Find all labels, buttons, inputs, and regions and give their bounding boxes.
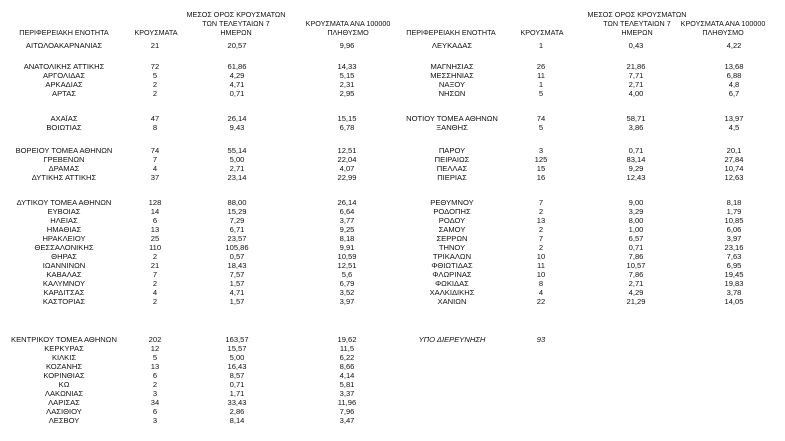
table-row xyxy=(0,407,785,416)
region-name: ΑΡΚΑΔΙΑΣ xyxy=(45,80,83,89)
per-capita-value: 6,78 xyxy=(339,123,355,132)
per-capita-value: 8,66 xyxy=(339,362,355,371)
region-name: ΑΧΑΪΑΣ xyxy=(50,114,78,123)
avg-value: 3,86 xyxy=(628,123,644,132)
per-capita-value: 14,33 xyxy=(337,62,357,71)
avg-value: 163,57 xyxy=(225,335,249,344)
region-name: ΝΟΤΙΟΥ ΤΟΜΕΑ ΑΘΗΝΩΝ xyxy=(406,114,498,123)
cases-value: 22 xyxy=(536,297,546,306)
right-header-region: ΠΕΡΙΦΕΡΕΙΑΚΗ ΕΝΟΤΗΤΑ xyxy=(406,28,496,37)
region-name: ΘΗΡΑΣ xyxy=(51,252,77,261)
region-name: ΜΕΣΣΗΝΙΑΣ xyxy=(430,71,474,80)
cases-value: 13 xyxy=(536,216,546,225)
cases-value: 4 xyxy=(152,288,158,297)
avg-value: 7,57 xyxy=(229,270,245,279)
per-capita-value: 10,74 xyxy=(724,164,744,173)
cases-value: 13 xyxy=(150,362,160,371)
avg-value: 1,57 xyxy=(229,279,245,288)
table-row xyxy=(0,362,785,371)
avg-value: 15,29 xyxy=(227,207,247,216)
region-name: ΜΑΓΝΗΣΙΑΣ xyxy=(430,62,474,71)
per-capita-value: 12,51 xyxy=(337,261,357,270)
region-name: ΗΜΑΘΙΑΣ xyxy=(46,225,82,234)
table-row xyxy=(0,155,785,164)
region-name: ΧΑΝΙΩΝ xyxy=(437,297,467,306)
region-name: ΦΛΩΡΙΝΑΣ xyxy=(432,270,472,279)
cases-value: 7 xyxy=(152,155,158,164)
avg-value: 8,14 xyxy=(229,416,245,425)
table-row xyxy=(0,198,785,207)
cases-value: 1 xyxy=(538,41,544,50)
avg-value: 9,43 xyxy=(229,123,245,132)
region-name: ΤΡΙΚΑΛΩΝ xyxy=(432,252,472,261)
region-name: ΡΟΔΟΠΗΣ xyxy=(433,207,471,216)
table-row xyxy=(0,234,785,243)
region-name: ΛΑΡΙΣΑΣ xyxy=(48,398,80,407)
table-row xyxy=(0,353,785,362)
region-name: ΡΟΔΟΥ xyxy=(438,216,466,225)
region-name: ΗΡΑΚΛΕΙΟΥ xyxy=(42,234,86,243)
per-capita-value: 6,22 xyxy=(339,353,355,362)
avg-value: 7,86 xyxy=(628,252,644,261)
table-row xyxy=(0,41,785,50)
per-capita-value: 26,14 xyxy=(337,198,357,207)
table-row xyxy=(0,344,785,353)
right-header-avg-1: ΜΕΣΟΣ ΟΡΟΣ ΚΡΟΥΣΜΑΤΩΝ xyxy=(587,10,687,19)
table-row xyxy=(0,389,785,398)
avg-value: 8,00 xyxy=(628,216,644,225)
per-capita-value: 4,8 xyxy=(728,80,740,89)
per-capita-value: 5,15 xyxy=(339,71,355,80)
avg-value: 61,86 xyxy=(227,62,247,71)
cases-value: 3 xyxy=(152,416,158,425)
per-capita-value: 20,1 xyxy=(726,146,742,155)
region-name: ΔΡΑΜΑΣ xyxy=(48,164,80,173)
avg-value: 4,29 xyxy=(628,288,644,297)
table-row xyxy=(0,371,785,380)
cases-value: 3 xyxy=(538,146,544,155)
avg-value: 7,71 xyxy=(628,71,644,80)
per-capita-value: 3,78 xyxy=(726,288,742,297)
per-capita-value: 6,06 xyxy=(726,225,742,234)
per-capita-value: 9,91 xyxy=(339,243,355,252)
cases-value: 2 xyxy=(152,252,158,261)
cases-value: 5 xyxy=(538,123,544,132)
avg-value: 2,71 xyxy=(628,80,644,89)
region-name: ΔΥΤΙΚΗΣ ΑΤΤΙΚΗΣ xyxy=(31,173,97,182)
cases-value: 7 xyxy=(152,270,158,279)
cases-value: 25 xyxy=(150,234,160,243)
right-header-cases: ΚΡΟΥΣΜΑΤΑ xyxy=(520,28,564,37)
investigation-cases: 93 xyxy=(536,335,546,344)
region-name: ΑΡΤΑΣ xyxy=(52,89,76,98)
per-capita-value: 12,51 xyxy=(337,146,357,155)
per-capita-value: 23,16 xyxy=(724,243,744,252)
table-row xyxy=(0,225,785,234)
table-row xyxy=(0,146,785,155)
table-row xyxy=(0,416,785,425)
cases-value: 34 xyxy=(150,398,160,407)
per-capita-value: 13,68 xyxy=(724,62,744,71)
per-capita-value: 9,25 xyxy=(339,225,355,234)
table-row xyxy=(0,123,785,132)
avg-value: 0,71 xyxy=(229,89,245,98)
avg-value: 4,71 xyxy=(229,80,245,89)
cases-value: 5 xyxy=(152,71,158,80)
cases-value: 15 xyxy=(536,164,546,173)
cases-value: 8 xyxy=(152,123,158,132)
avg-value: 0,57 xyxy=(229,252,245,261)
per-capita-value: 19,45 xyxy=(724,270,744,279)
region-name: ΑΙΤΩΛΟΑΚΑΡΝΑΝΙΑΣ xyxy=(25,41,103,50)
avg-value: 0,71 xyxy=(628,243,644,252)
region-name: ΚΙΛΚΙΣ xyxy=(51,353,77,362)
cases-value: 10 xyxy=(536,270,546,279)
avg-value: 10,57 xyxy=(626,261,646,270)
cases-value: 6 xyxy=(152,371,158,380)
avg-value: 0,71 xyxy=(229,380,245,389)
region-name: ΚΩ xyxy=(58,380,70,389)
cases-value: 3 xyxy=(152,389,158,398)
region-name: ΛΕΣΒΟΥ xyxy=(48,416,80,425)
per-capita-value: 15,15 xyxy=(337,114,357,123)
region-name: ΚΟΖΑΝΗΣ xyxy=(45,362,83,371)
cases-value: 13 xyxy=(150,225,160,234)
cases-value: 2 xyxy=(152,297,158,306)
per-capita-value: 22,04 xyxy=(337,155,357,164)
cases-value: 11 xyxy=(537,261,545,270)
per-capita-value: 4,22 xyxy=(726,41,742,50)
avg-value: 20,57 xyxy=(227,41,247,50)
per-capita-value: 5,6 xyxy=(341,270,353,279)
per-capita-value: 8,18 xyxy=(339,234,355,243)
per-capita-value: 4,07 xyxy=(339,164,355,173)
per-capita-value: 7,63 xyxy=(726,252,742,261)
cases-value: 202 xyxy=(148,335,162,344)
cases-value: 2 xyxy=(152,279,158,288)
avg-value: 26,14 xyxy=(227,114,247,123)
region-name: ΛΕΥΚΑΔΑΣ xyxy=(431,41,473,50)
avg-value: 33,43 xyxy=(227,398,247,407)
cases-value: 37 xyxy=(150,173,160,182)
cases-value: 74 xyxy=(536,114,546,123)
per-capita-value: 7,96 xyxy=(339,407,355,416)
per-capita-value: 6,64 xyxy=(339,207,355,216)
cases-value: 47 xyxy=(150,114,160,123)
region-name: ΛΑΣΙΘΙΟΥ xyxy=(46,407,82,416)
avg-value: 16,43 xyxy=(227,362,247,371)
region-name: ΛΑΚΩΝΙΑΣ xyxy=(44,389,84,398)
right-header-per-2: ΠΛΗΘΥΣΜΟ xyxy=(702,28,744,37)
table-row xyxy=(0,270,785,279)
region-name: ΗΛΕΙΑΣ xyxy=(50,216,78,225)
region-name: ΚΑΣΤΟΡΙΑΣ xyxy=(42,297,86,306)
region-name: ΠΕΙΡΑΙΩΣ xyxy=(434,155,470,164)
per-capita-value: 11,5 xyxy=(339,344,355,353)
table-row xyxy=(0,164,785,173)
avg-value: 88,00 xyxy=(227,198,247,207)
left-header-avg-1: ΜΕΣΟΣ ΟΡΟΣ ΚΡΟΥΣΜΑΤΩΝ xyxy=(186,10,286,19)
avg-value: 7,29 xyxy=(229,216,245,225)
per-capita-value: 1,79 xyxy=(726,207,742,216)
cases-value: 5 xyxy=(152,353,158,362)
region-name: ΧΑΛΚΙΔΙΚΗΣ xyxy=(429,288,475,297)
region-name: ΘΕΣΣΑΛΟΝΙΚΗΣ xyxy=(34,243,94,252)
per-capita-value: 14,05 xyxy=(724,297,744,306)
cases-value: 4 xyxy=(152,164,158,173)
avg-value: 0,71 xyxy=(628,146,644,155)
region-name: ΚΕΡΚΥΡΑΣ xyxy=(44,344,84,353)
region-name: ΦΩΚΙΔΑΣ xyxy=(435,279,469,288)
region-name: ΞΑΝΘΗΣ xyxy=(436,123,468,132)
table-row xyxy=(0,279,785,288)
per-capita-value: 2,95 xyxy=(339,89,355,98)
table-row xyxy=(0,173,785,182)
per-capita-value: 4,5 xyxy=(728,123,740,132)
per-capita-value: 3,52 xyxy=(339,288,355,297)
per-capita-value: 6,95 xyxy=(726,261,742,270)
region-name: ΓΡΕΒΕΝΩΝ xyxy=(43,155,85,164)
table-row xyxy=(0,114,785,123)
region-name: ΑΝΑΤΟΛΙΚΗΣ ΑΤΤΙΚΗΣ xyxy=(23,62,105,71)
region-name: ΣΑΜΟΥ xyxy=(438,225,466,234)
per-capita-value: 3,97 xyxy=(726,234,742,243)
region-name: ΒΟΡΕΙΟΥ ΤΟΜΕΑ ΑΘΗΝΩΝ xyxy=(15,146,113,155)
avg-value: 6,57 xyxy=(628,234,644,243)
table-row xyxy=(0,252,785,261)
avg-value: 2,71 xyxy=(229,164,245,173)
avg-value: 0,43 xyxy=(628,41,644,50)
cases-value: 2 xyxy=(152,89,158,98)
left-header-region: ΠΕΡΙΦΕΡΕΙΑΚΗ ΕΝΟΤΗΤΑ xyxy=(19,28,109,37)
cases-value: 128 xyxy=(148,198,162,207)
per-capita-value: 2,31 xyxy=(339,80,355,89)
table-row xyxy=(0,297,785,306)
cases-value: 26 xyxy=(536,62,546,71)
avg-value: 58,71 xyxy=(626,114,646,123)
table-row xyxy=(0,288,785,297)
cases-value: 6 xyxy=(152,407,158,416)
region-name: ΚΑΒΑΛΑΣ xyxy=(46,270,82,279)
region-name: ΝΗΣΩΝ xyxy=(438,89,466,98)
avg-value: 21,29 xyxy=(626,297,646,306)
table-row xyxy=(0,261,785,270)
avg-value: 9,29 xyxy=(628,164,644,173)
region-name: ΤΗΝΟΥ xyxy=(438,243,466,252)
per-capita-value: 6,88 xyxy=(726,71,742,80)
cases-value: 11 xyxy=(537,71,545,80)
cases-value: 8 xyxy=(538,279,544,288)
avg-value: 2,86 xyxy=(229,407,245,416)
avg-value: 3,29 xyxy=(628,207,644,216)
avg-value: 12,43 xyxy=(626,173,646,182)
per-capita-value: 19,83 xyxy=(724,279,744,288)
cases-value: 7 xyxy=(538,234,544,243)
table-row xyxy=(0,216,785,225)
avg-value: 18,43 xyxy=(227,261,247,270)
region-name: ΒΟΙΩΤΙΑΣ xyxy=(46,123,82,132)
per-capita-value: 10,85 xyxy=(724,216,744,225)
avg-value: 21,86 xyxy=(626,62,646,71)
avg-value: 6,71 xyxy=(229,225,245,234)
region-name: ΠΕΛΛΑΣ xyxy=(436,164,468,173)
avg-value: 5,00 xyxy=(229,155,245,164)
region-name: ΚΟΡΙΝΘΙΑΣ xyxy=(43,371,85,380)
region-name: ΝΑΞΟΥ xyxy=(438,80,466,89)
right-header-avg-2: ΤΩΝ ΤΕΛΕΥΤΑΙΩΝ 7 xyxy=(603,19,671,28)
table-row xyxy=(0,398,785,407)
per-capita-value: 9,96 xyxy=(339,41,355,50)
cases-value: 12 xyxy=(150,344,160,353)
cases-value: 2 xyxy=(538,207,544,216)
region-name: ΣΕΡΡΩΝ xyxy=(436,234,468,243)
avg-value: 7,86 xyxy=(628,270,644,279)
cases-value: 4 xyxy=(538,288,544,297)
cases-value: 10 xyxy=(536,252,546,261)
region-name: ΚΕΝΤΡΙΚΟΥ ΤΟΜΕΑ ΑΘΗΝΩΝ xyxy=(11,335,117,344)
left-header-avg-3: ΗΜΕΡΩΝ xyxy=(220,28,252,37)
investigation-row xyxy=(0,335,785,344)
cases-value: 2 xyxy=(152,80,158,89)
avg-value: 8,57 xyxy=(229,371,245,380)
avg-value: 5,00 xyxy=(229,353,245,362)
right-header-per-1: ΚΡΟΥΣΜΑΤΑ ΑΝΑ 100000 xyxy=(680,19,766,28)
per-capita-value: 3,77 xyxy=(339,216,355,225)
avg-value: 23,14 xyxy=(227,173,247,182)
left-header-cases: ΚΡΟΥΣΜΑΤΑ xyxy=(134,28,178,37)
cases-value: 2 xyxy=(152,380,158,389)
cases-value: 2 xyxy=(538,225,544,234)
avg-value: 4,29 xyxy=(229,71,245,80)
region-name: ΦΘΙΩΤΙΔΑΣ xyxy=(431,261,473,270)
avg-value: 9,00 xyxy=(628,198,644,207)
per-capita-value: 8,18 xyxy=(726,198,742,207)
per-capita-value: 19,62 xyxy=(337,335,357,344)
cases-value: 7 xyxy=(538,198,544,207)
region-name: ΚΑΛΥΜΝΟΥ xyxy=(42,279,86,288)
per-capita-value: 12,63 xyxy=(724,173,744,182)
cases-value: 21 xyxy=(150,261,160,270)
avg-value: 1,71 xyxy=(229,389,245,398)
avg-value: 55,14 xyxy=(227,146,247,155)
region-name: ΕΥΒΟΙΑΣ xyxy=(47,207,81,216)
table-row xyxy=(0,62,785,71)
cases-value: 5 xyxy=(538,89,544,98)
avg-value: 1,57 xyxy=(229,297,245,306)
per-capita-value: 13,97 xyxy=(724,114,744,123)
region-name: ΠΙΕΡΙΑΣ xyxy=(437,173,467,182)
per-capita-value: 4,14 xyxy=(339,371,355,380)
investigation-label: ΥΠΟ ΔΙΕΡΕΥΝΗΣΗ xyxy=(418,335,486,344)
cases-value: 14 xyxy=(150,207,160,216)
per-capita-value: 6,7 xyxy=(728,89,740,98)
cases-value: 74 xyxy=(150,146,160,155)
table-row xyxy=(0,80,785,89)
region-name: ΑΡΓΟΛΙΔΑΣ xyxy=(42,71,86,80)
region-name: ΚΑΡΔΙΤΣΑΣ xyxy=(43,288,85,297)
avg-value: 15,57 xyxy=(227,344,247,353)
left-header-per-1: ΚΡΟΥΣΜΑΤΑ ΑΝΑ 100000 xyxy=(305,19,391,28)
region-name: ΙΩΑΝΝΙΝΩΝ xyxy=(42,261,86,270)
cases-value: 1 xyxy=(538,80,544,89)
per-capita-value: 22,99 xyxy=(337,173,357,182)
region-name: ΡΕΘΥΜΝΟΥ xyxy=(430,198,474,207)
avg-value: 2,71 xyxy=(628,279,644,288)
per-capita-value: 3,47 xyxy=(339,416,355,425)
left-header-per-2: ΠΛΗΘΥΣΜΟ xyxy=(327,28,369,37)
per-capita-value: 27,84 xyxy=(724,155,744,164)
per-capita-value: 6,79 xyxy=(339,279,355,288)
region-name: ΠΑΡΟΥ xyxy=(438,146,466,155)
per-capita-value: 11,96 xyxy=(337,398,357,407)
cases-value: 110 xyxy=(148,243,162,252)
table-row xyxy=(0,71,785,80)
table-row xyxy=(0,380,785,389)
avg-value: 23,57 xyxy=(227,234,247,243)
per-capita-value: 10,59 xyxy=(337,252,357,261)
avg-value: 4,00 xyxy=(628,89,644,98)
avg-value: 4,71 xyxy=(229,288,245,297)
table-row xyxy=(0,243,785,252)
cases-value: 125 xyxy=(534,155,548,164)
region-name: ΔΥΤΙΚΟΥ ΤΟΜΕΑ ΑΘΗΝΩΝ xyxy=(16,198,112,207)
cases-value: 72 xyxy=(150,62,160,71)
right-header-avg-3: ΗΜΕΡΩΝ xyxy=(621,28,653,37)
cases-value: 16 xyxy=(536,173,546,182)
table-row xyxy=(0,89,785,98)
avg-value: 105,86 xyxy=(225,243,249,252)
per-capita-value: 3,37 xyxy=(339,389,355,398)
cases-value: 6 xyxy=(152,216,158,225)
avg-value: 1,00 xyxy=(628,225,644,234)
cases-value: 21 xyxy=(150,41,160,50)
per-capita-value: 5,81 xyxy=(339,380,355,389)
left-header-avg-2: ΤΩΝ ΤΕΛΕΥΤΑΙΩΝ 7 xyxy=(202,19,270,28)
per-capita-value: 3,97 xyxy=(339,297,355,306)
table-row xyxy=(0,207,785,216)
avg-value: 83,14 xyxy=(626,155,646,164)
cases-value: 2 xyxy=(538,243,544,252)
